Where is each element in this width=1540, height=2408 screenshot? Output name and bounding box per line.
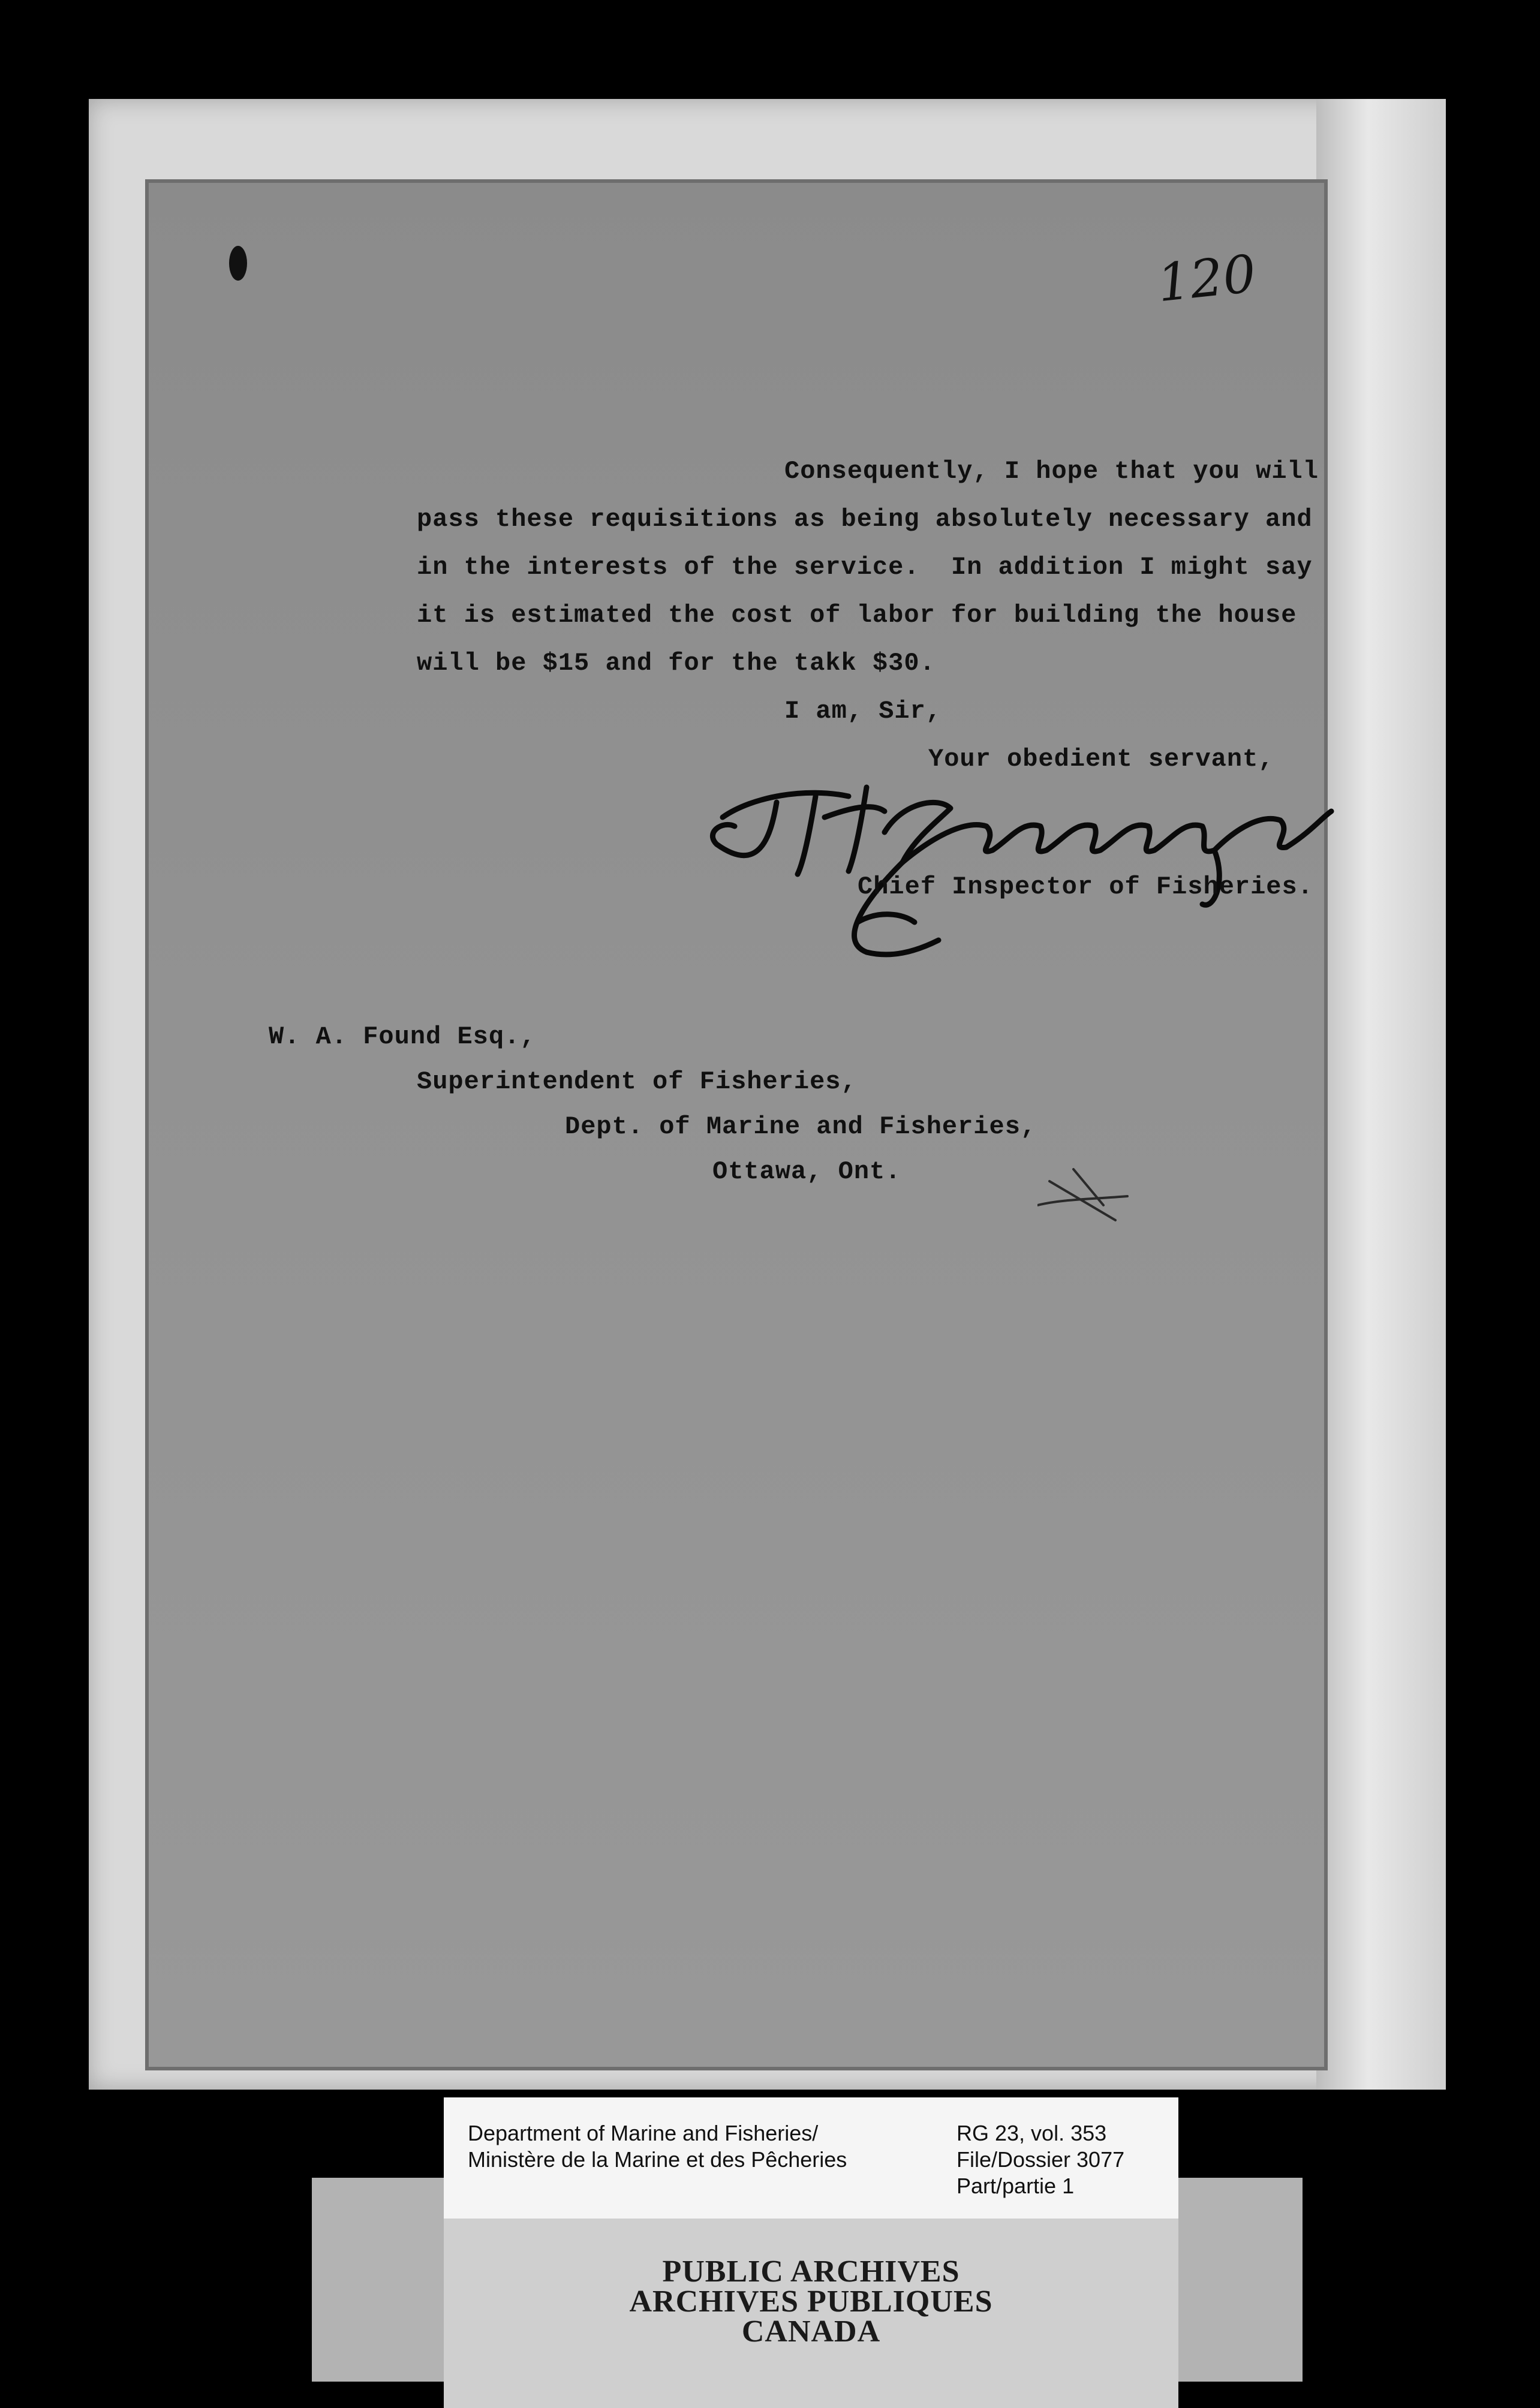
department-fr: Ministère de la Marine et des Pêcheries — [468, 2147, 847, 2172]
archive-stamp-line-3: CANADA — [741, 2314, 881, 2349]
addressee-department: Dept. of Marine and Fisheries, — [565, 1112, 1037, 1141]
part-number: Part/partie 1 — [957, 2174, 1075, 2198]
page-number: 120 — [1154, 243, 1259, 314]
addressee-name: W. A. Found Esq., — [269, 1022, 536, 1051]
mount-edge — [1316, 99, 1446, 2090]
valediction: Your obedient servant, — [928, 745, 1274, 773]
body-line-5: will be $15 and for the takk $30. — [417, 649, 936, 678]
body-line-4: it is estimated the cost of labor for building the house — [417, 601, 1297, 630]
signer-title: Chief Inspector of Fisheries. — [858, 872, 1313, 901]
archive-label — [444, 2097, 1178, 2219]
body-line-1: Consequently, I hope that you will — [784, 457, 1319, 486]
closing: I am, Sir, — [784, 697, 942, 726]
archive-stamp-line-1: PUBLIC ARCHIVES — [662, 2255, 960, 2289]
handwritten-signature — [687, 760, 1346, 958]
pencil-mark — [1037, 1163, 1133, 1229]
addressee-title: Superintendent of Fisheries, — [417, 1067, 857, 1096]
archive-stamp-line-2: ARCHIVES PUBLIQUES — [629, 2284, 993, 2319]
record-group: RG 23, vol. 353 — [957, 2121, 1107, 2145]
addressee-city: Ottawa, Ont. — [712, 1157, 901, 1186]
body-line-2: pass these requisitions as being absolutely necessary and — [417, 505, 1313, 534]
file-number: File/Dossier 3077 — [957, 2147, 1125, 2172]
body-line-3: in the interests of the service. In addition I might say — [417, 553, 1313, 582]
punch-hole — [229, 246, 247, 281]
department-en: Department of Marine and Fisheries/ — [468, 2121, 819, 2145]
